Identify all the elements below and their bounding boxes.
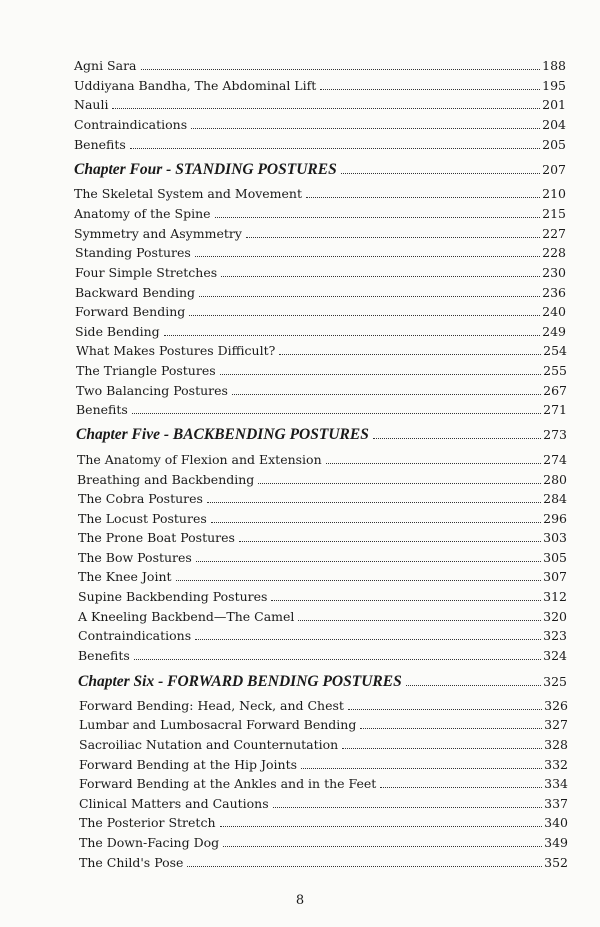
page-ref: 323 <box>543 628 567 643</box>
dot-leader <box>326 463 542 464</box>
entry-title: Lumbar and Lumbosacral Forward Bending <box>79 717 357 732</box>
entry-title: The Bow Postures <box>78 550 192 565</box>
toc-entry <box>76 383 567 399</box>
dot-leader <box>271 600 541 601</box>
toc-entry <box>79 835 568 851</box>
entry-title: A Kneeling Backbend—The Camel <box>78 609 295 624</box>
entry-title: Forward Bending: Head, Neck, and Chest <box>79 698 344 713</box>
dot-leader <box>246 237 540 238</box>
dot-leader <box>130 148 540 149</box>
dot-leader <box>373 438 541 439</box>
toc-entry <box>74 117 566 133</box>
entry-title: Uddiyana Bandha, The Abdominal Lift <box>74 78 317 93</box>
page-ref: 280 <box>543 472 567 487</box>
page-ref: 340 <box>544 815 568 830</box>
chapter-title: Chapter Four - STANDING POSTURES <box>74 161 337 178</box>
toc-entry <box>76 343 567 359</box>
page-ref: 240 <box>542 304 566 319</box>
entry-title: Benefits <box>74 137 126 152</box>
toc-entry <box>75 265 566 281</box>
toc-entry <box>76 402 567 418</box>
page-ref: 328 <box>544 737 568 752</box>
toc-entry <box>79 815 568 831</box>
page-ref: 255 <box>543 363 567 378</box>
toc-entry <box>74 78 566 94</box>
page-ref: 324 <box>543 648 567 663</box>
dot-leader <box>112 108 540 109</box>
toc-entry <box>79 855 568 871</box>
toc-entry <box>76 363 567 379</box>
page-ref: 312 <box>543 589 567 604</box>
dot-leader <box>220 374 541 375</box>
dot-leader <box>273 807 542 808</box>
page-ref: 215 <box>542 206 566 221</box>
dot-leader <box>189 315 540 316</box>
entry-title: Benefits <box>78 648 130 663</box>
page-number: 8 <box>295 893 305 908</box>
dot-leader <box>348 709 542 710</box>
toc-entry <box>74 97 566 113</box>
entry-title: The Cobra Postures <box>78 491 203 506</box>
dot-leader <box>196 561 541 562</box>
dot-leader <box>360 728 542 729</box>
page-ref: 254 <box>543 343 567 358</box>
toc-entry <box>77 472 567 488</box>
dot-leader <box>221 276 540 277</box>
toc-entry <box>74 58 566 74</box>
entry-title: Clinical Matters and Cautions <box>79 796 269 811</box>
toc-entry <box>77 452 567 468</box>
dot-leader <box>342 748 542 749</box>
entry-title: Forward Bending <box>75 304 186 319</box>
entry-title: Sacroiliac Nutation and Counternutation <box>79 737 339 752</box>
toc-entry <box>79 698 568 714</box>
entry-title: Contraindications <box>74 117 188 132</box>
dot-leader <box>306 197 540 198</box>
entry-title: Nauli <box>74 97 109 112</box>
dot-leader <box>141 69 541 70</box>
toc-entry <box>78 609 567 625</box>
entry-title: What Makes Postures Difficult? <box>76 343 276 358</box>
toc-entry <box>79 796 568 812</box>
toc-entry <box>75 245 566 261</box>
toc-entry <box>75 285 566 301</box>
entry-title: The Anatomy of Flexion and Extension <box>77 452 322 467</box>
entry-title: Side Bending <box>75 324 160 339</box>
dot-leader <box>301 768 542 769</box>
dot-leader <box>211 522 541 523</box>
dot-leader <box>406 685 541 686</box>
page-ref: 320 <box>543 609 567 624</box>
entry-title: Supine Backbending Postures <box>78 589 268 604</box>
dot-leader <box>191 128 540 129</box>
page-ref: 284 <box>543 491 567 506</box>
entry-title: Contraindications <box>78 628 192 643</box>
entry-title: The Prone Boat Postures <box>78 530 235 545</box>
entry-title: Forward Bending at the Ankles and in the Feet <box>79 776 377 791</box>
page-ref: 207 <box>542 162 566 177</box>
toc-entry <box>79 737 568 753</box>
toc-entry <box>78 511 567 527</box>
page-ref: 230 <box>542 265 566 280</box>
page-ref: 332 <box>544 757 568 772</box>
entry-title: The Child's Pose <box>79 855 184 870</box>
dot-leader <box>176 580 542 581</box>
toc-entry <box>75 324 566 340</box>
entry-title: Breathing and Backbending <box>77 472 255 487</box>
dot-leader <box>279 354 541 355</box>
dot-leader <box>298 620 541 621</box>
chapter-heading <box>78 673 567 691</box>
dot-leader <box>223 846 542 847</box>
entry-title: Agni Sara <box>74 58 137 73</box>
page-ref: 352 <box>544 855 568 870</box>
page-ref: 303 <box>543 530 567 545</box>
toc-entry <box>78 648 567 664</box>
chapter-title: Chapter Five - BACKBENDING POSTURES <box>76 426 369 443</box>
toc-entry <box>74 186 566 202</box>
chapter-heading <box>74 161 566 179</box>
dot-leader <box>195 639 541 640</box>
page-ref: 273 <box>543 427 567 442</box>
page-ref: 271 <box>543 402 567 417</box>
dot-leader <box>232 394 541 395</box>
dot-leader <box>187 866 542 867</box>
page-ref: 267 <box>543 383 567 398</box>
dot-leader <box>220 826 543 827</box>
page-ref: 205 <box>542 137 566 152</box>
dot-leader <box>164 335 541 336</box>
page-ref: 296 <box>543 511 567 526</box>
entry-title: Two Balancing Postures <box>76 383 228 398</box>
page-ref: 305 <box>543 550 567 565</box>
page-ref: 327 <box>544 717 568 732</box>
toc-entry <box>78 569 567 585</box>
dot-leader <box>134 659 541 660</box>
toc-entry <box>79 717 568 733</box>
toc-entry <box>75 304 566 320</box>
page-ref: 201 <box>542 97 566 112</box>
dot-leader <box>132 413 541 414</box>
entry-title: Benefits <box>76 402 128 417</box>
dot-leader <box>320 89 540 90</box>
page-ref: 236 <box>542 285 566 300</box>
toc-entry <box>78 550 567 566</box>
entry-title: Four Simple Stretches <box>75 265 218 280</box>
page-ref: 307 <box>543 569 567 584</box>
page-ref: 228 <box>542 245 566 260</box>
toc-entry <box>78 491 567 507</box>
toc-entry <box>78 589 567 605</box>
toc-entry <box>74 206 566 222</box>
toc-entry <box>79 776 568 792</box>
toc-entry <box>78 628 567 644</box>
page-ref: 325 <box>543 674 567 689</box>
dot-leader <box>380 787 542 788</box>
page-ref: 249 <box>542 324 566 339</box>
entry-title: The Skeletal System and Movement <box>74 186 303 201</box>
entry-title: Standing Postures <box>75 245 191 260</box>
entry-title: The Locust Postures <box>78 511 207 526</box>
page-ref: 188 <box>542 58 566 73</box>
page-ref: 326 <box>544 698 568 713</box>
dot-leader <box>215 217 541 218</box>
page-ref: 334 <box>544 776 568 791</box>
entry-title: Anatomy of the Spine <box>74 206 211 221</box>
entry-title: Symmetry and Asymmetry <box>74 226 242 241</box>
dot-leader <box>341 173 540 174</box>
page-ref: 195 <box>542 78 566 93</box>
dot-leader <box>207 502 541 503</box>
entry-title: The Down-Facing Dog <box>79 835 220 850</box>
chapter-heading <box>76 426 567 444</box>
page-ref: 349 <box>544 835 568 850</box>
chapter-title: Chapter Six - FORWARD BENDING POSTURES <box>78 673 402 690</box>
toc-entry <box>74 137 566 153</box>
page-ref: 227 <box>542 226 566 241</box>
entry-title: Backward Bending <box>75 285 196 300</box>
entry-title: The Triangle Postures <box>76 363 216 378</box>
dot-leader <box>199 296 540 297</box>
toc-entry <box>79 757 568 773</box>
dot-leader <box>258 483 541 484</box>
page-ref: 204 <box>542 117 566 132</box>
dot-leader <box>239 541 541 542</box>
page-ref: 337 <box>544 796 568 811</box>
entry-title: The Knee Joint <box>78 569 172 584</box>
page-ref: 274 <box>543 452 567 467</box>
entry-title: The Posterior Stretch <box>79 815 216 830</box>
toc-entry <box>74 226 566 242</box>
entry-title: Forward Bending at the Hip Joints <box>79 757 298 772</box>
toc-entry <box>78 530 567 546</box>
dot-leader <box>195 256 540 257</box>
page-ref: 210 <box>542 186 566 201</box>
